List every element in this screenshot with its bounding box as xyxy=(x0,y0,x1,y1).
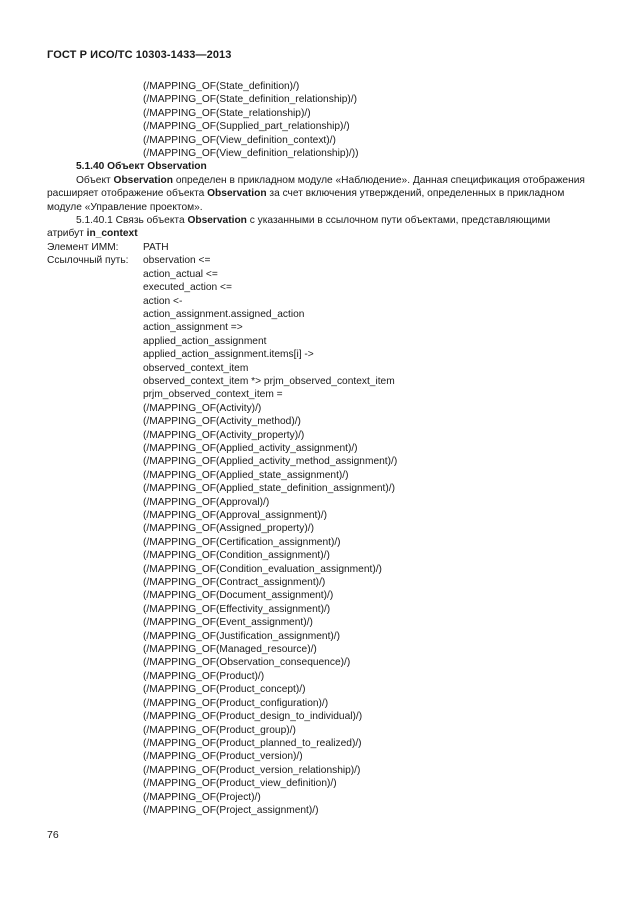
element-value: PATH xyxy=(143,241,169,253)
mapping-line: (/MAPPING_OF(Contract_assignment)/) xyxy=(143,577,326,589)
mapping-line: (/MAPPING_OF(Activity)/) xyxy=(143,402,262,414)
section-number: 5.1.40 xyxy=(76,161,105,173)
mapping-line: (/MAPPING_OF(Observation_consequence)/) xyxy=(143,657,351,669)
element-label: Элемент ИММ: xyxy=(47,241,119,253)
mapping-line: (/MAPPING_OF(State_relationship)/) xyxy=(143,107,311,119)
mapping-line: (/MAPPING_OF(Product)/) xyxy=(143,670,265,682)
section-title: 5.1.40 Объект Observation xyxy=(76,161,207,173)
mapping-line: (/MAPPING_OF(Product_planned_to_realized)/) xyxy=(143,737,362,749)
mapping-line: executed_action <= xyxy=(143,282,232,294)
reference-path-row xyxy=(47,254,585,267)
mapping-line: (/MAPPING_OF(Product_design_to_individual)/) xyxy=(143,711,363,723)
reference-path-line: observation <= xyxy=(143,255,211,267)
mapping-line: (/MAPPING_OF(Project_assignment)/) xyxy=(143,804,319,816)
mapping-line: (/MAPPING_OF(Product_configuration)/) xyxy=(143,697,329,709)
mapping-line: (/MAPPING_OF(Managed_resource)/) xyxy=(143,644,317,656)
page-number: 76 xyxy=(47,829,59,841)
subclause-paragraph: 5.1.40.1 Связь объекта Observation с указанными в ссылочном пути объектами, представляющими атрибут in_context xyxy=(47,215,551,240)
mapping-line: (/MAPPING_OF(Product_view_definition)/) xyxy=(143,778,337,790)
reference-path-list xyxy=(47,268,585,818)
mapping-line: (/MAPPING_OF(Supplied_part_relationship)/) xyxy=(143,121,350,133)
mapping-line: (/MAPPING_OF(View_definition_relationship)/)) xyxy=(143,148,359,160)
section-paragraph: Объект Observation определен в прикладном модуле «Наблюдение». Данная спецификация отображения расширяет отображение объекта Observation за счет включения утверждений, определенных в прикладном модуле «Управление проектом». xyxy=(47,174,585,213)
mapping-line: (/MAPPING_OF(Approval_assignment)/) xyxy=(143,510,327,521)
mapping-line: prjm_observed_context_item = xyxy=(143,389,283,401)
mapping-line: (/MAPPING_OF(Product_concept)/) xyxy=(143,684,306,696)
mapping-line: (/MAPPING_OF(Justification_assignment)/) xyxy=(143,630,341,642)
mapping-line: (/MAPPING_OF(Event_assignment)/) xyxy=(143,617,313,629)
mapping-line: (/MAPPING_OF(Activity_method)/) xyxy=(143,416,301,428)
mapping-line: (/MAPPING_OF(Activity_property)/) xyxy=(143,429,305,441)
mapping-line: (/MAPPING_OF(Applied_activity_method_assignment)/) xyxy=(143,456,398,468)
mapping-line: (/MAPPING_OF(Product_group)/) xyxy=(143,724,296,736)
mapping-line: (/MAPPING_OF(Document_assignment)/) xyxy=(143,590,334,602)
element-row xyxy=(47,241,585,254)
mapping-line: (/MAPPING_OF(View_definition_context)/) xyxy=(143,134,336,146)
reference-path-label: Ссылочный путь: xyxy=(47,255,129,267)
top-mapping-list xyxy=(47,80,585,160)
mapping-line: (/MAPPING_OF(Product_version)/) xyxy=(143,751,303,763)
mapping-line: (/MAPPING_OF(Applied_state_assignment)/) xyxy=(143,469,349,481)
mapping-line: (/MAPPING_OF(Project)/) xyxy=(143,791,261,803)
mapping-line: action_actual <= xyxy=(143,268,218,280)
mapping-line: (/MAPPING_OF(Approval)/) xyxy=(143,496,270,508)
mapping-line: applied_action_assignment.items[i] -> xyxy=(143,349,314,361)
mapping-line: (/MAPPING_OF(Assigned_property)/) xyxy=(143,523,314,535)
mapping-line: (/MAPPING_OF(Effectivity_assignment)/) xyxy=(143,603,331,615)
document-body xyxy=(47,80,585,817)
mapping-line: observed_context_item *> prjm_observed_context_item xyxy=(143,375,395,387)
mapping-line: (/MAPPING_OF(Applied_state_definition_assignment)/) xyxy=(143,483,395,495)
page-header: ГОСТ Р ИСО/ТС 10303-1433—2013 xyxy=(47,49,232,61)
mapping-line: action_assignment.assigned_action xyxy=(143,308,305,320)
mapping-line: (/MAPPING_OF(Condition_assignment)/) xyxy=(143,550,330,562)
mapping-line: (/MAPPING_OF(Applied_activity_assignment)/) xyxy=(143,442,358,454)
mapping-line: action_assignment => xyxy=(143,322,243,334)
entity-name: Observation xyxy=(147,161,207,173)
mapping-line: (/MAPPING_OF(State_definition_relationship)/) xyxy=(143,94,358,106)
mapping-line: action <- xyxy=(143,295,183,307)
mapping-line: (/MAPPING_OF(Product_version_relationship)/) xyxy=(143,764,361,776)
mapping-line: applied_action_assignment xyxy=(143,335,267,347)
mapping-line: observed_context_item xyxy=(143,362,249,374)
mapping-line: (/MAPPING_OF(Condition_evaluation_assignment)/) xyxy=(143,563,382,575)
mapping-line: (/MAPPING_OF(State_definition)/) xyxy=(143,81,300,92)
mapping-line: (/MAPPING_OF(Certification_assignment)/) xyxy=(143,536,341,548)
